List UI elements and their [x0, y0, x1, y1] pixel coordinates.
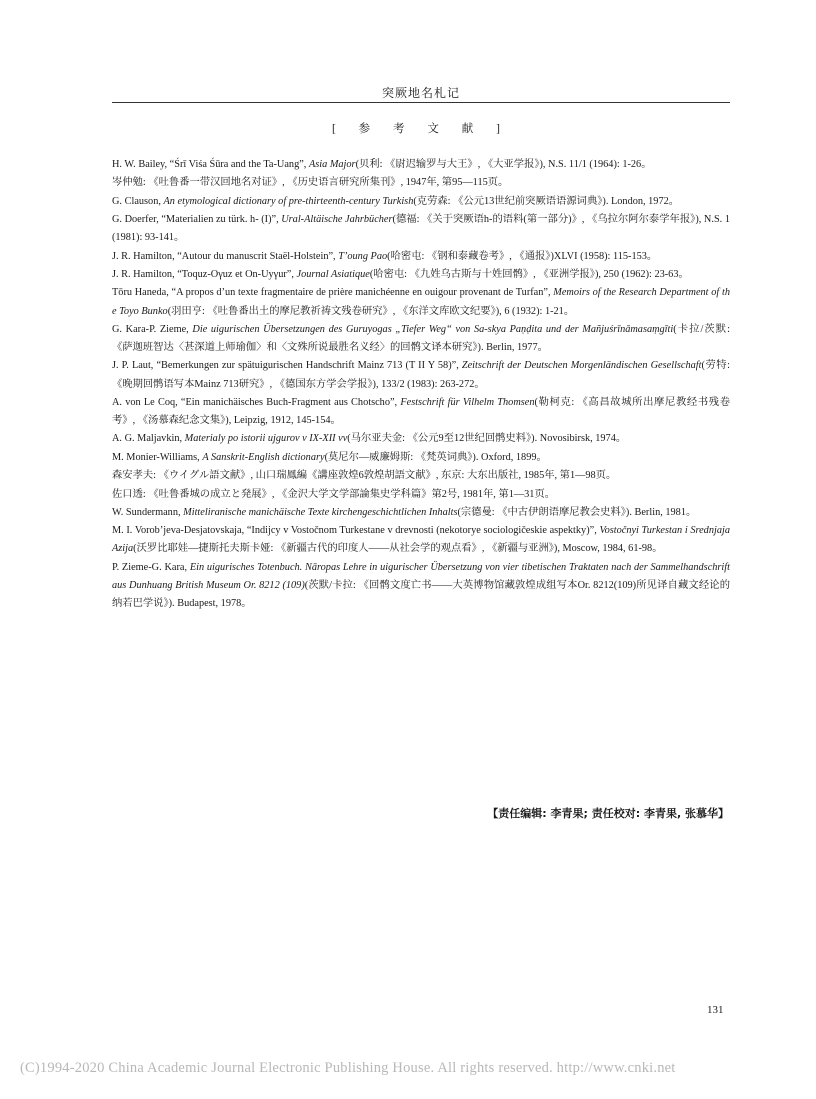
- reference-entry: [112, 156, 730, 174]
- reference-text: J. R. Hamilton, “Toquz-Oγuz et On-Uyγur”,: [112, 269, 297, 281]
- reference-title: Die uigurischen Übersetzungen des Guruyogas „Tiefer Weg“ von Sa-skya Paṇḍita und der Mañjuśrīnāmasaṃgīti: [192, 323, 674, 335]
- reference-text: 岑仲勉: 《吐鲁番一带汉回地名对证》, 《历史语言研究所集刊》, 1947年, 第95—115页。: [112, 177, 509, 189]
- reference-text: A. von Le Coq, “Ein manichäisches Buch-Fragment aus Chotscho”,: [112, 396, 401, 408]
- reference-entry: [112, 504, 730, 522]
- reference-entry: [112, 430, 730, 448]
- reference-text: P. Zieme-G. Kara,: [112, 561, 190, 573]
- reference-text: (哈密屯: 《九姓乌古斯与十姓回鹘》, 《亚洲学报》), 250 (1962): 23-63。: [369, 269, 689, 281]
- reference-title: Zeitschrift der Deutschen Morgenländischen Gesellschaft: [461, 360, 702, 372]
- reference-entry: [112, 357, 730, 393]
- reference-text: W. Sundermann,: [112, 506, 184, 518]
- reference-text: (勒柯克: 《高昌故城所出摩尼教经书残卷考》, 《汤慕森纪念文集》), Leipzig, 1912, 145-154。: [112, 396, 730, 426]
- reference-text: (茨默/卡拉: 《回鹘文度亡书——大英博物馆藏敦煌成组写本Or. 8212(109)所见译自藏文经论的纳若巴学说》). Budapest, 1978。: [112, 579, 730, 609]
- reference-text: G. Doerfer, “Materialien zu türk. h- (I)”,: [112, 214, 282, 226]
- reference-text: (克劳森: 《公元13世纪前突厥语语源词典》). London, 1972。: [413, 195, 680, 207]
- reference-list: [112, 156, 730, 613]
- reference-text: (羽田亨: 《吐鲁番出土的摩尼教祈祷文残卷研究》, 《东洋文库欧文纪要》), 6 (1932): 1-21。: [167, 305, 575, 317]
- reference-title: Materialy po istorii ujgurov v IX-XII vv: [184, 433, 348, 445]
- page-number: 131: [707, 1004, 724, 1016]
- reference-entry: [112, 321, 730, 357]
- reference-text: (莫尼尔—威廉姆斯: 《梵英词典》). Oxford, 1899。: [324, 451, 547, 463]
- reference-entry: [112, 486, 730, 504]
- reference-title: Journal Asiatique: [296, 269, 370, 281]
- reference-text: (卡拉/茨默: 《萨迦班智达〈甚深道上师瑜伽〉和〈文殊所说最胜名义经〉的回鹘文译本研究》). Berlin, 1977。: [112, 323, 731, 354]
- running-title: 突厥地名札记: [381, 86, 460, 100]
- reference-entry: [112, 522, 730, 558]
- reference-entry: [112, 394, 730, 430]
- reference-text: (劳特: 《晚期回鹘语写本Mainz 713研究》, 《德国东方学会学报》), 133/2 (1983): 263-272。: [112, 360, 730, 390]
- reference-entry: [112, 284, 730, 320]
- reference-text: 森安孝夫: 《ウイグル語文献》, 山口瑞鳳編《講座敦煌6敦煌胡語文献》, 东京: 大东出版社, 1985年, 第1—98页。: [112, 470, 617, 482]
- section-title: [ 参 考 文 献 ]: [331, 123, 511, 135]
- reference-title: Vostočnyi Turkestan i Srednjaja Azija: [112, 525, 730, 555]
- reference-title: Ural-Altäische Jahrbücher: [281, 214, 393, 226]
- reference-text: A. G. Maljavkin,: [112, 433, 185, 445]
- reference-text: J. R. Hamilton, “Autour du manuscrit Staël-Holstein”,: [112, 250, 339, 262]
- reference-text: G. Clauson,: [112, 195, 164, 207]
- reference-text: (贝利: 《尉迟输罗与大王》, 《大亚学报》), N.S. 11/1 (1964): 1-26。: [355, 159, 652, 170]
- reference-entry: [112, 211, 730, 247]
- reference-entry: [112, 248, 730, 266]
- reference-text: G. Kara-P. Zieme,: [112, 323, 193, 335]
- editor-note: 【责任编辑: 李青果; 责任校对: 李青果, 张慕华】: [487, 807, 729, 820]
- reference-text: (哈密屯: 《钢和泰藏卷考》, 《通报》)XLVI (1958): 115-153。: [387, 250, 658, 262]
- reference-entry: [112, 449, 730, 467]
- reference-text: Tōru Haneda, “A propos d’un texte fragmentaire de prière manichéenne en ouigour provenant de Turfan”,: [112, 287, 554, 299]
- reference-text: 佐口透: 《吐鲁番城の成立と発展》, 《金沢大学文学部論集史学科篇》第2号, 1981年, 第1—31页。: [112, 488, 556, 500]
- reference-title: T’oung Pao: [338, 250, 388, 262]
- reference-title: Memoirs of the Research Department of the Toyo Bunko: [112, 287, 731, 317]
- reference-text: (沃罗比耶娃—捷斯托夫斯卡娅: 《新疆古代的印度人——从社会学的观点看》, 《新疆与亚洲》), Moscow, 1984, 61-98。: [133, 543, 663, 555]
- reference-title: Ein uigurisches Totenbuch. Nāropas Lehre in uigurischer Übersetzung von vier tibetischen Traktaten nach der Sammelhandschrift aus Dunhuang British Museum Or. 8212 (109): [112, 561, 730, 591]
- reference-entry: [112, 266, 730, 284]
- reference-title: Festschrift für Vilhelm Thomsen: [400, 396, 535, 408]
- reference-text: M. I. Vorob’jeva-Desjatovskaja, “Indijcy v Vostočnom Turkestane v drevnosti (nekotorye sociologičeskie aspektky)”,: [112, 525, 600, 537]
- reference-entry: [112, 193, 730, 211]
- reference-entry: [112, 559, 730, 613]
- reference-title: A Sanskrit-English dictionary: [202, 451, 325, 463]
- reference-text: (马尔亚夫金: 《公元9至12世纪回鹘史料》). Novosibirsk, 1974。: [347, 433, 627, 445]
- reference-entry: [112, 467, 730, 485]
- reference-title: An etymological dictionary of pre-thirteenth-century Turkish: [163, 195, 414, 207]
- reference-entry: [112, 174, 730, 192]
- reference-text: J. P. Laut, “Bemerkungen zur spätuigurischen Handschrift Mainz 713 (T II Y 58)”,: [112, 360, 462, 372]
- reference-text: (德福: 《关于突厥语h-的语料(第一部分)》, 《乌拉尔阿尔泰学年报》), N.S. 1 (1981): 93-141。: [112, 214, 730, 244]
- reference-title: Asia Major: [308, 159, 356, 170]
- reference-text: H. W. Bailey, “Śrī Viśa Śūra and the Ta-Uang”,: [112, 159, 309, 170]
- header-divider: [112, 102, 730, 103]
- reference-text: M. Monier-Williams,: [112, 451, 203, 463]
- reference-title: Mitteliranische manichäische Texte kirchengeschichtlichen Inhalts: [183, 506, 458, 518]
- reference-text: (宗德曼: 《中古伊朗语摩尼教会史料》). Berlin, 1981。: [457, 506, 697, 518]
- footer-watermark: (C)1994-2020 China Academic Journal Electronic Publishing House. All rights reserved. http://www.cnki.net: [20, 1060, 676, 1076]
